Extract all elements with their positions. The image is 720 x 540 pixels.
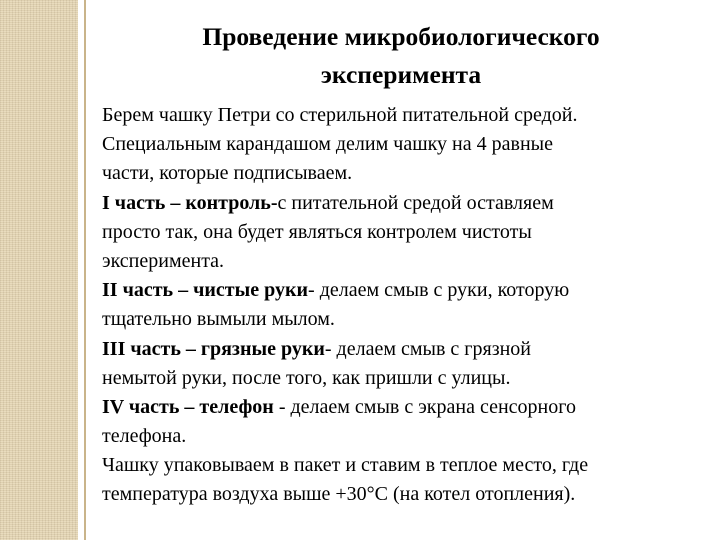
part-2-label: II часть – чистые руки [102, 279, 309, 302]
body-line: немытой руки, после того, как пришли с улицы. [102, 366, 511, 389]
body-line: эксперимента. [102, 249, 225, 272]
body-line: Берем чашку Петри со стерильной питательной средой. [102, 104, 578, 126]
part-2-text: - делаем смыв с руки, которую [308, 279, 570, 302]
part-2-line [102, 276, 716, 305]
slide-title [96, 18, 706, 94]
part-1-label: I часть – контроль- [102, 191, 278, 214]
part-3-label: III часть – грязные руки [102, 337, 325, 360]
body-line: части, которые подписываем. [102, 162, 353, 185]
body-line: температура воздуха выше +30°С (на котел отопления). [102, 483, 576, 506]
title-line-2: эксперимента [320, 60, 482, 89]
part-1-line [102, 189, 716, 218]
body-line: Чашку упаковываем в пакет и ставим в теплое место, где [102, 454, 589, 477]
part-4-text: - делаем смыв с экрана сенсорного [273, 395, 576, 418]
title-line-1: Проведение микробиологического [202, 22, 600, 51]
decorative-side-strip [0, 0, 78, 540]
body-line: тщательно вымыли мылом. [102, 308, 335, 331]
body-line: телефона. [102, 425, 187, 448]
body-line: Специальным карандашом делим чашку на 4 равные [102, 133, 553, 156]
part-4-label: IV часть – телефон [102, 395, 274, 418]
part-1-text: с питательной средой оставляем [277, 191, 554, 214]
part-3-line [102, 335, 716, 364]
part-4-line [102, 393, 716, 422]
side-divider [84, 0, 86, 540]
body-line: просто так, она будет являться контролем чистоты [102, 220, 532, 243]
part-3-text: - делаем смыв с грязной [324, 337, 531, 360]
slide-body [102, 101, 716, 510]
